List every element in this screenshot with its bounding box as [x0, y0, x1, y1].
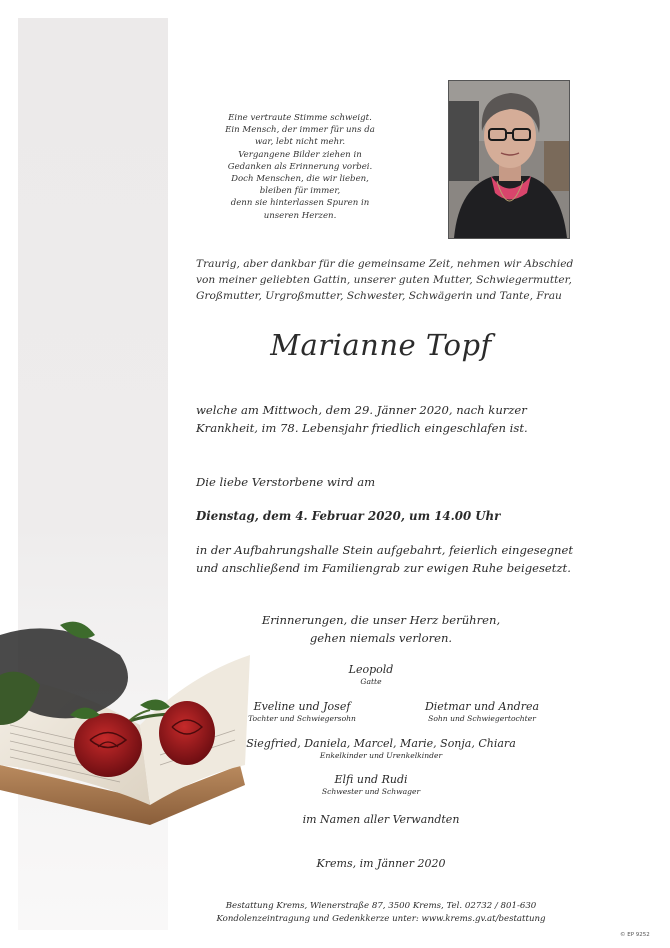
mourner-eveline: [212, 700, 392, 723]
poem: [190, 112, 410, 222]
mourner-name: Siegfried, Daniela, Marcel, Marie, Sonja, Chiara: [246, 737, 516, 750]
quote-line: gehen niemals verloren.: [309, 631, 453, 645]
mourner-dietmar: [392, 700, 572, 723]
mourner-name: Leopold: [348, 663, 394, 676]
funeral-details-line: in der Aufbahrungshalle Stein aufgebahrt, feierlich eingesegnet: [196, 543, 574, 557]
mourner-relation: Gatte: [360, 677, 382, 686]
intro-line: von meiner geliebten Gattin, unserer guten Mutter, Schwiegermutter,: [196, 274, 572, 286]
poem-line: Doch Menschen, die wir lieben,: [231, 174, 369, 185]
poem-line: Ein Mensch, der immer für uns da: [225, 125, 375, 136]
mourner-elfi: [281, 773, 461, 796]
poem-line: bleiben für immer,: [259, 186, 341, 197]
poem-line: Eine vertraute Stimme schweigt.: [228, 113, 372, 123]
mourner-name: Eveline und Josef: [253, 700, 351, 713]
poem-line: Gedanken als Erinnerung vorbei.: [227, 161, 373, 172]
death-notice: [196, 401, 566, 437]
mourner-name: Elfi und Rudi: [334, 773, 408, 786]
mourner-name: Dietmar und Andrea: [424, 700, 540, 713]
book-with-roses-image: [0, 615, 260, 875]
portrait-photo: [448, 80, 570, 239]
footer-line: Kondolenzeintragung und Gedenkkerze unter: www.krems.gv.at/bestattung: [216, 914, 546, 924]
death-notice-line: welche am Mittwoch, dem 29. Jänner 2020, nach kurzer: [196, 403, 527, 417]
deceased-name: Marianne Topf: [270, 328, 492, 362]
intro-line: Traurig, aber dankbar für die gemeinsame Zeit, nehmen wir Abschied: [196, 258, 574, 270]
print-code: © EP 9252: [620, 932, 650, 938]
intro-text: [196, 256, 574, 304]
poem-line: denn sie hinterlassen Spuren in: [230, 198, 370, 209]
death-notice-line: Krankheit, im 78. Lebensjahr friedlich eingeschlafen ist.: [196, 421, 528, 435]
mourner-relation: Sohn und Schwiegertochter: [428, 714, 536, 723]
funeral-home-footer: [196, 900, 566, 926]
funeral-details: [196, 541, 574, 577]
poem-line: war, lebt nicht mehr.: [254, 137, 346, 148]
mourner-leopold: [281, 663, 461, 686]
all-relatives: im Namen aller Verwandten: [302, 813, 460, 826]
quote-line: Erinnerungen, die unser Herz berühren,: [261, 613, 501, 627]
mourner-relation: Tochter und Schwiegersohn: [248, 714, 356, 723]
mourner-relation: Enkelkinder und Urenkelkinder: [319, 751, 443, 760]
memorial-quote: [196, 611, 566, 647]
place-date: Krems, im Jänner 2020: [316, 857, 446, 870]
funeral-details-line: und anschließend im Familiengrab zur ewigen Ruhe beigesetzt.: [196, 561, 571, 575]
funeral-intro: Die liebe Verstorbene wird am: [196, 475, 376, 489]
mourner-relation: Schwester und Schwager: [321, 787, 421, 796]
poem-line: unseren Herzen.: [263, 210, 337, 221]
mourner-grandchildren: [231, 737, 531, 760]
funeral-date: Dienstag, dem 4. Februar 2020, um 14.00 Uhr: [196, 509, 501, 523]
intro-line: Großmutter, Urgroßmutter, Schwester, Schwägerin und Tante, Frau: [196, 290, 562, 302]
poem-line: Vergangene Bilder ziehen in: [238, 149, 362, 160]
footer-line: Bestattung Krems, Wienerstraße 87, 3500 Krems, Tel. 02732 / 801-630: [225, 901, 537, 911]
